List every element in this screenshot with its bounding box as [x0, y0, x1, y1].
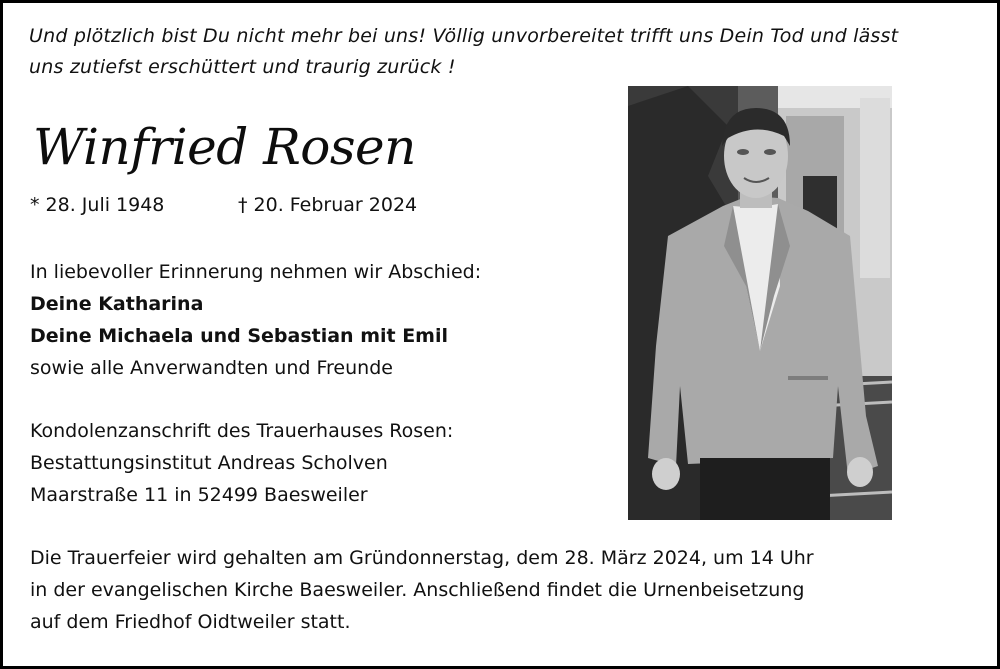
- intro-line-2: uns zutiefst erschüttert und traurig zurück !: [29, 56, 456, 78]
- birth-date: * 28. Juli 1948: [30, 194, 165, 216]
- address-company: Bestattungsinstitut Andreas Scholven: [30, 452, 388, 474]
- deceased-name: Winfried Rosen: [33, 118, 416, 176]
- funeral-service-info: [30, 542, 814, 638]
- service-line-1: Die Trauerfeier wird gehalten am Gründonnerstag, dem 28. März 2024, um 14 Uhr: [30, 547, 814, 569]
- mourner-name: Deine Katharina: [30, 293, 204, 315]
- portrait-photo: [628, 86, 892, 520]
- intro-text: [29, 21, 979, 83]
- address-street: Maarstraße 11 in 52499 Baesweiler: [30, 484, 368, 506]
- mourners-others: sowie alle Anverwandten und Freunde: [30, 357, 393, 379]
- mourner-name: Deine Michaela und Sebastian mit Emil: [30, 325, 448, 347]
- death-date: † 20. Februar 2024: [238, 194, 418, 216]
- service-line-2: in der evangelischen Kirche Baesweiler. Anschließend findet die Urnenbeisetzung: [30, 579, 805, 601]
- address-heading: Kondolenzanschrift des Trauerhauses Rosen:: [30, 420, 454, 442]
- intro-line-1: Und plötzlich bist Du nicht mehr bei uns! Völlig unvorbereitet trifft uns Dein Tod und lässt: [29, 25, 899, 47]
- farewell-intro: In liebevoller Erinnerung nehmen wir Abschied:: [30, 261, 482, 283]
- mourners-block: [30, 256, 481, 384]
- condolence-address: [30, 415, 453, 511]
- service-line-3: auf dem Friedhof Oidtweiler statt.: [30, 611, 351, 633]
